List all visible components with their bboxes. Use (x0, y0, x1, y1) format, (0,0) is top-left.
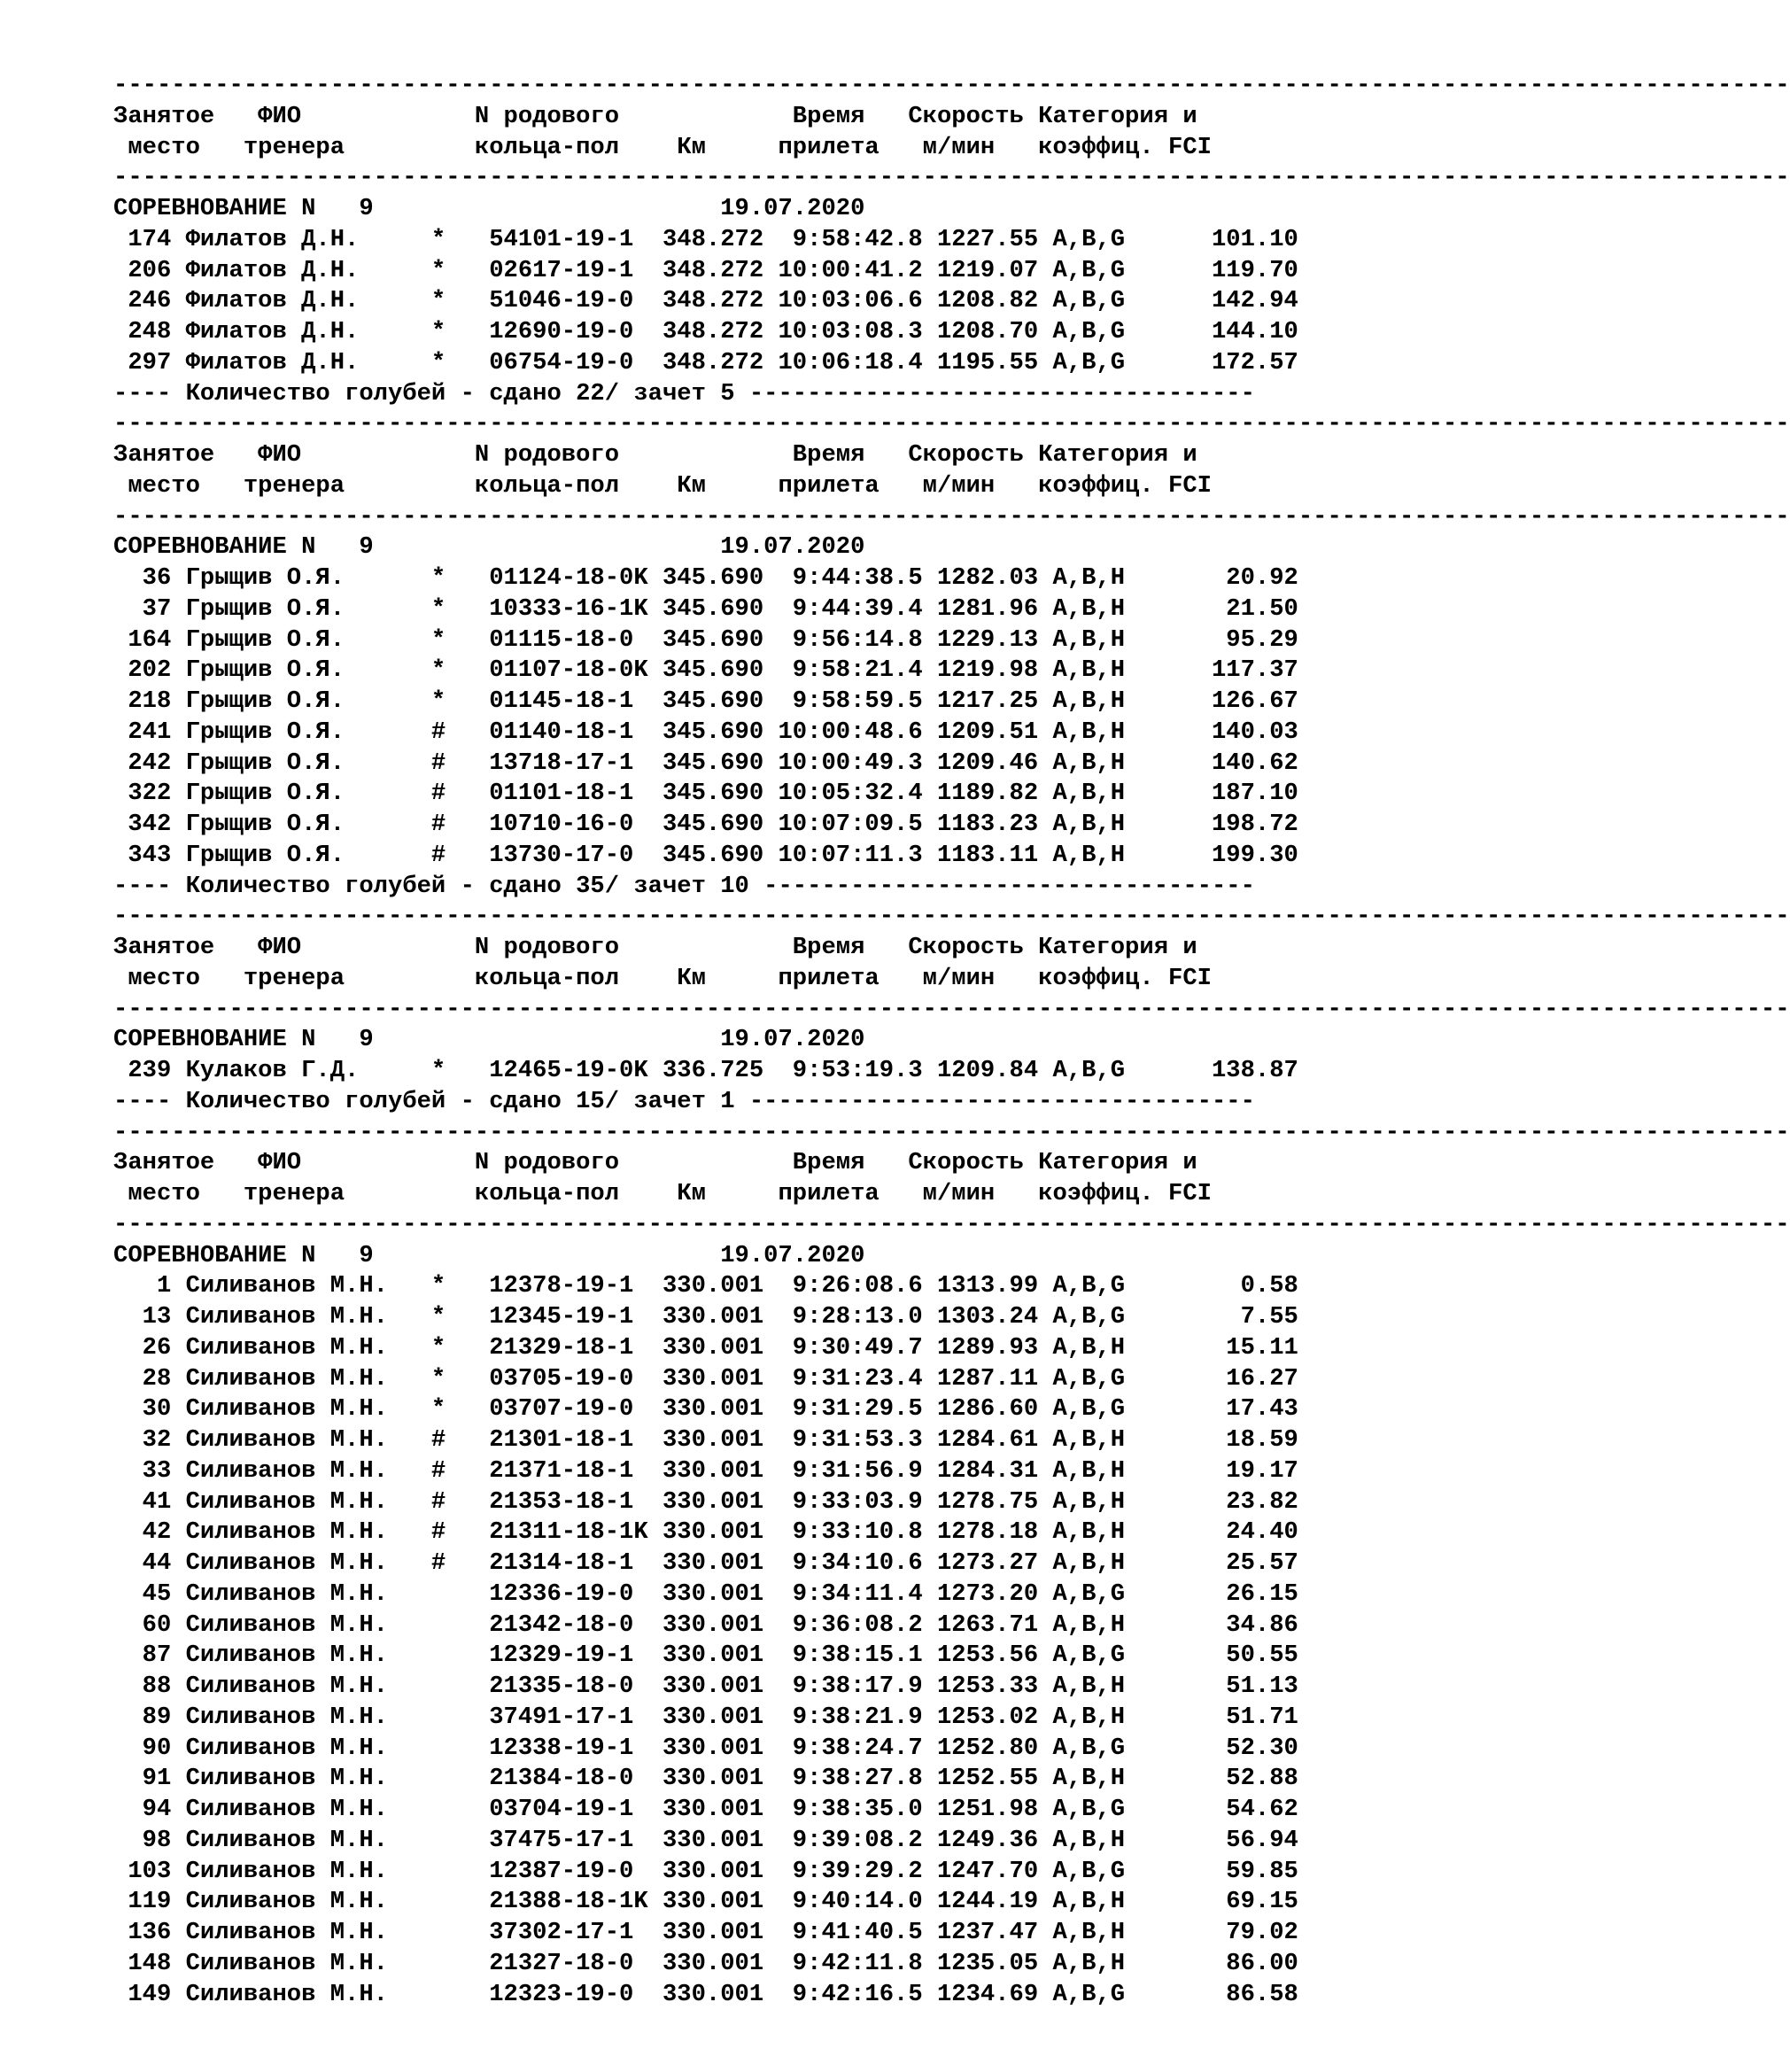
result-row: 241 Грыщив О.Я. # 01140-18-1 345.690 10:00:48.6 1209.51 A,B,H 140.03 (113, 718, 1298, 746)
result-row: 246 Филатов Д.Н. * 51046-19-0 348.272 10:03:06.6 1208.82 A,B,G 142.94 (113, 287, 1298, 315)
result-row: 90 Силиванов М.Н. 12338-19-1 330.001 9:38:24.7 1252.80 A,B,G 52.30 (113, 1734, 1298, 1762)
column-header-line-1: Занятое ФИО N родового Время Скорость Категория и (113, 441, 1197, 469)
block-footer: ---- Количество голубей - сдано 22/ зачет 5 ----------------------------------- (113, 379, 1255, 407)
competition-line: СОРЕВНОВАНИЕ N 9 19.07.2020 (113, 1026, 865, 1054)
rule-line: -------------------------------------------------------------------------------------------------------------------- (113, 1118, 1790, 1146)
result-row: 322 Грыщив О.Я. # 01101-18-1 345.690 10:05:32.4 1189.82 A,B,H 187.10 (113, 780, 1298, 808)
result-row: 206 Филатов Д.Н. * 02617-19-1 348.272 10:00:41.2 1219.07 A,B,G 119.70 (113, 256, 1298, 284)
result-row: 136 Силиванов М.Н. 37302-17-1 330.001 9:41:40.5 1237.47 A,B,H 79.02 (113, 1919, 1298, 1946)
result-row: 36 Грыщив О.Я. * 01124-18-0K 345.690 9:44:38.5 1282.03 A,B,H 20.92 (113, 564, 1298, 592)
result-row: 91 Силиванов М.Н. 21384-18-0 330.001 9:38:27.8 1252.55 A,B,H 52.88 (113, 1765, 1298, 1793)
result-row: 32 Силиванов М.Н. # 21301-18-1 330.001 9:31:53.3 1284.61 A,B,H 18.59 (113, 1426, 1298, 1454)
result-row: 45 Силиванов М.Н. 12336-19-0 330.001 9:34:11.4 1273.20 A,B,G 26.15 (113, 1579, 1298, 1608)
result-row: 30 Силиванов М.Н. * 03707-19-0 330.001 9:31:29.5 1286.60 A,B,G 17.43 (113, 1395, 1298, 1424)
result-row: 242 Грыщив О.Я. # 13718-17-1 345.690 10:00:49.3 1209.46 A,B,H 140.62 (113, 749, 1298, 777)
result-row: 1 Силиванов М.Н. * 12378-19-1 330.001 9:26:08.6 1313.99 A,B,G 0.58 (113, 1272, 1298, 1300)
column-header-line-1: Занятое ФИО N родового Время Скорость Категория и (113, 102, 1197, 130)
result-row: 41 Силиванов М.Н. # 21353-18-1 330.001 9:33:03.9 1278.75 A,B,H 23.82 (113, 1487, 1298, 1516)
results-document (113, 71, 1790, 2010)
rule-line: -------------------------------------------------------------------------------------------------------------------- (113, 410, 1790, 438)
result-row: 98 Силиванов М.Н. 37475-17-1 330.001 9:39:08.2 1249.36 A,B,H 56.94 (113, 1826, 1298, 1854)
result-row: 33 Силиванов М.Н. # 21371-18-1 330.001 9:31:56.9 1284.31 A,B,H 19.17 (113, 1456, 1298, 1485)
result-row: 148 Силиванов М.Н. 21327-18-0 330.001 9:42:11.8 1235.05 A,B,H 86.00 (113, 1949, 1298, 1977)
result-row: 149 Силиванов М.Н. 12323-19-0 330.001 9:42:16.5 1234.69 A,B,G 86.58 (113, 1980, 1298, 2008)
column-header-line-2: место тренера кольца-пол Км прилета м/мин коэффиц. FCI (113, 133, 1212, 161)
column-header-line-1: Занятое ФИО N родового Время Скорость Категория и (113, 1149, 1197, 1177)
result-row: 343 Грыщив О.Я. # 13730-17-0 345.690 10:07:11.3 1183.11 A,B,H 199.30 (113, 841, 1298, 869)
result-row: 174 Филатов Д.Н. * 54101-19-1 348.272 9:58:42.8 1227.55 A,B,G 101.10 (113, 225, 1298, 253)
result-row: 342 Грыщив О.Я. # 10710-16-0 345.690 10:07:09.5 1183.23 A,B,H 198.72 (113, 811, 1298, 838)
column-header-line-1: Занятое ФИО N родового Время Скорость Категория и (113, 934, 1197, 961)
column-header-line-2: место тренера кольца-пол Км прилета м/мин коэффиц. FCI (113, 964, 1212, 992)
result-row: 44 Силиванов М.Н. # 21314-18-1 330.001 9:34:10.6 1273.27 A,B,H 25.57 (113, 1549, 1298, 1577)
result-row: 88 Силиванов М.Н. 21335-18-0 330.001 9:38:17.9 1253.33 A,B,H 51.13 (113, 1672, 1298, 1700)
result-row: 28 Силиванов М.Н. * 03705-19-0 330.001 9:31:23.4 1287.11 A,B,G 16.27 (113, 1364, 1298, 1393)
result-row: 94 Силиванов М.Н. 03704-19-1 330.001 9:38:35.0 1251.98 A,B,G 54.62 (113, 1796, 1298, 1823)
competition-line: СОРЕВНОВАНИЕ N 9 19.07.2020 (113, 195, 865, 222)
result-row: 297 Филатов Д.Н. * 06754-19-0 348.272 10:06:18.4 1195.55 A,B,G 172.57 (113, 348, 1298, 376)
result-row: 202 Грыщив О.Я. * 01107-18-0K 345.690 9:58:21.4 1219.98 A,B,H 117.37 (113, 656, 1298, 685)
result-row: 218 Грыщив О.Я. * 01145-18-1 345.690 9:58:59.5 1217.25 A,B,H 126.67 (113, 687, 1298, 715)
result-row: 119 Силиванов М.Н. 21388-18-1K 330.001 9:40:14.0 1244.19 A,B,H 69.15 (113, 1888, 1298, 1916)
result-row: 164 Грыщив О.Я. * 01115-18-0 345.690 9:56:14.8 1229.13 A,B,H 95.29 (113, 625, 1298, 654)
rule-line: -------------------------------------------------------------------------------------------------------------------- (113, 995, 1790, 1023)
column-header-line-2: место тренера кольца-пол Км прилета м/мин коэффиц. FCI (113, 1180, 1212, 1207)
competition-line: СОРЕВНОВАНИЕ N 9 19.07.2020 (113, 1241, 865, 1269)
result-row: 248 Филатов Д.Н. * 12690-19-0 348.272 10:03:08.3 1208.70 A,B,G 144.10 (113, 318, 1298, 345)
result-row: 239 Кулаков Г.Д. * 12465-19-0K 336.725 9:53:19.3 1209.84 A,B,G 138.87 (113, 1057, 1298, 1084)
result-row: 103 Силиванов М.Н. 12387-19-0 330.001 9:39:29.2 1247.70 A,B,G 59.85 (113, 1857, 1298, 1885)
result-row: 37 Грыщив О.Я. * 10333-16-1K 345.690 9:44:39.4 1281.96 A,B,H 21.50 (113, 594, 1298, 623)
result-row: 87 Силиванов М.Н. 12329-19-1 330.001 9:38:15.1 1253.56 A,B,G 50.55 (113, 1641, 1298, 1670)
result-row: 60 Силиванов М.Н. 21342-18-0 330.001 9:36:08.2 1263.71 A,B,H 34.86 (113, 1610, 1298, 1639)
rule-line: -------------------------------------------------------------------------------------------------------------------- (113, 903, 1790, 931)
rule-line: -------------------------------------------------------------------------------------------------------------------- (113, 72, 1790, 99)
rule-line: -------------------------------------------------------------------------------------------------------------------- (113, 164, 1790, 192)
column-header-line-2: место тренера кольца-пол Км прилета м/мин коэффиц. FCI (113, 471, 1212, 500)
result-row: 13 Силиванов М.Н. * 12345-19-1 330.001 9:28:13.0 1303.24 A,B,G 7.55 (113, 1303, 1298, 1331)
result-row: 42 Силиванов М.Н. # 21311-18-1K 330.001 9:33:10.8 1278.18 A,B,H 24.40 (113, 1518, 1298, 1547)
competition-line: СОРЕВНОВАНИЕ N 9 19.07.2020 (113, 533, 865, 562)
rule-line: -------------------------------------------------------------------------------------------------------------------- (113, 502, 1790, 531)
rule-line: -------------------------------------------------------------------------------------------------------------------- (113, 1210, 1790, 1238)
block-footer: ---- Количество голубей - сдано 15/ зачет 1 ----------------------------------- (113, 1087, 1255, 1115)
result-row: 89 Силиванов М.Н. 37491-17-1 330.001 9:38:21.9 1253.02 A,B,H 51.71 (113, 1703, 1298, 1731)
result-row: 26 Силиванов М.Н. * 21329-18-1 330.001 9:30:49.7 1289.93 A,B,H 15.11 (113, 1333, 1298, 1362)
block-footer: ---- Количество голубей - сдано 35/ зачет 10 ---------------------------------- (113, 872, 1255, 900)
